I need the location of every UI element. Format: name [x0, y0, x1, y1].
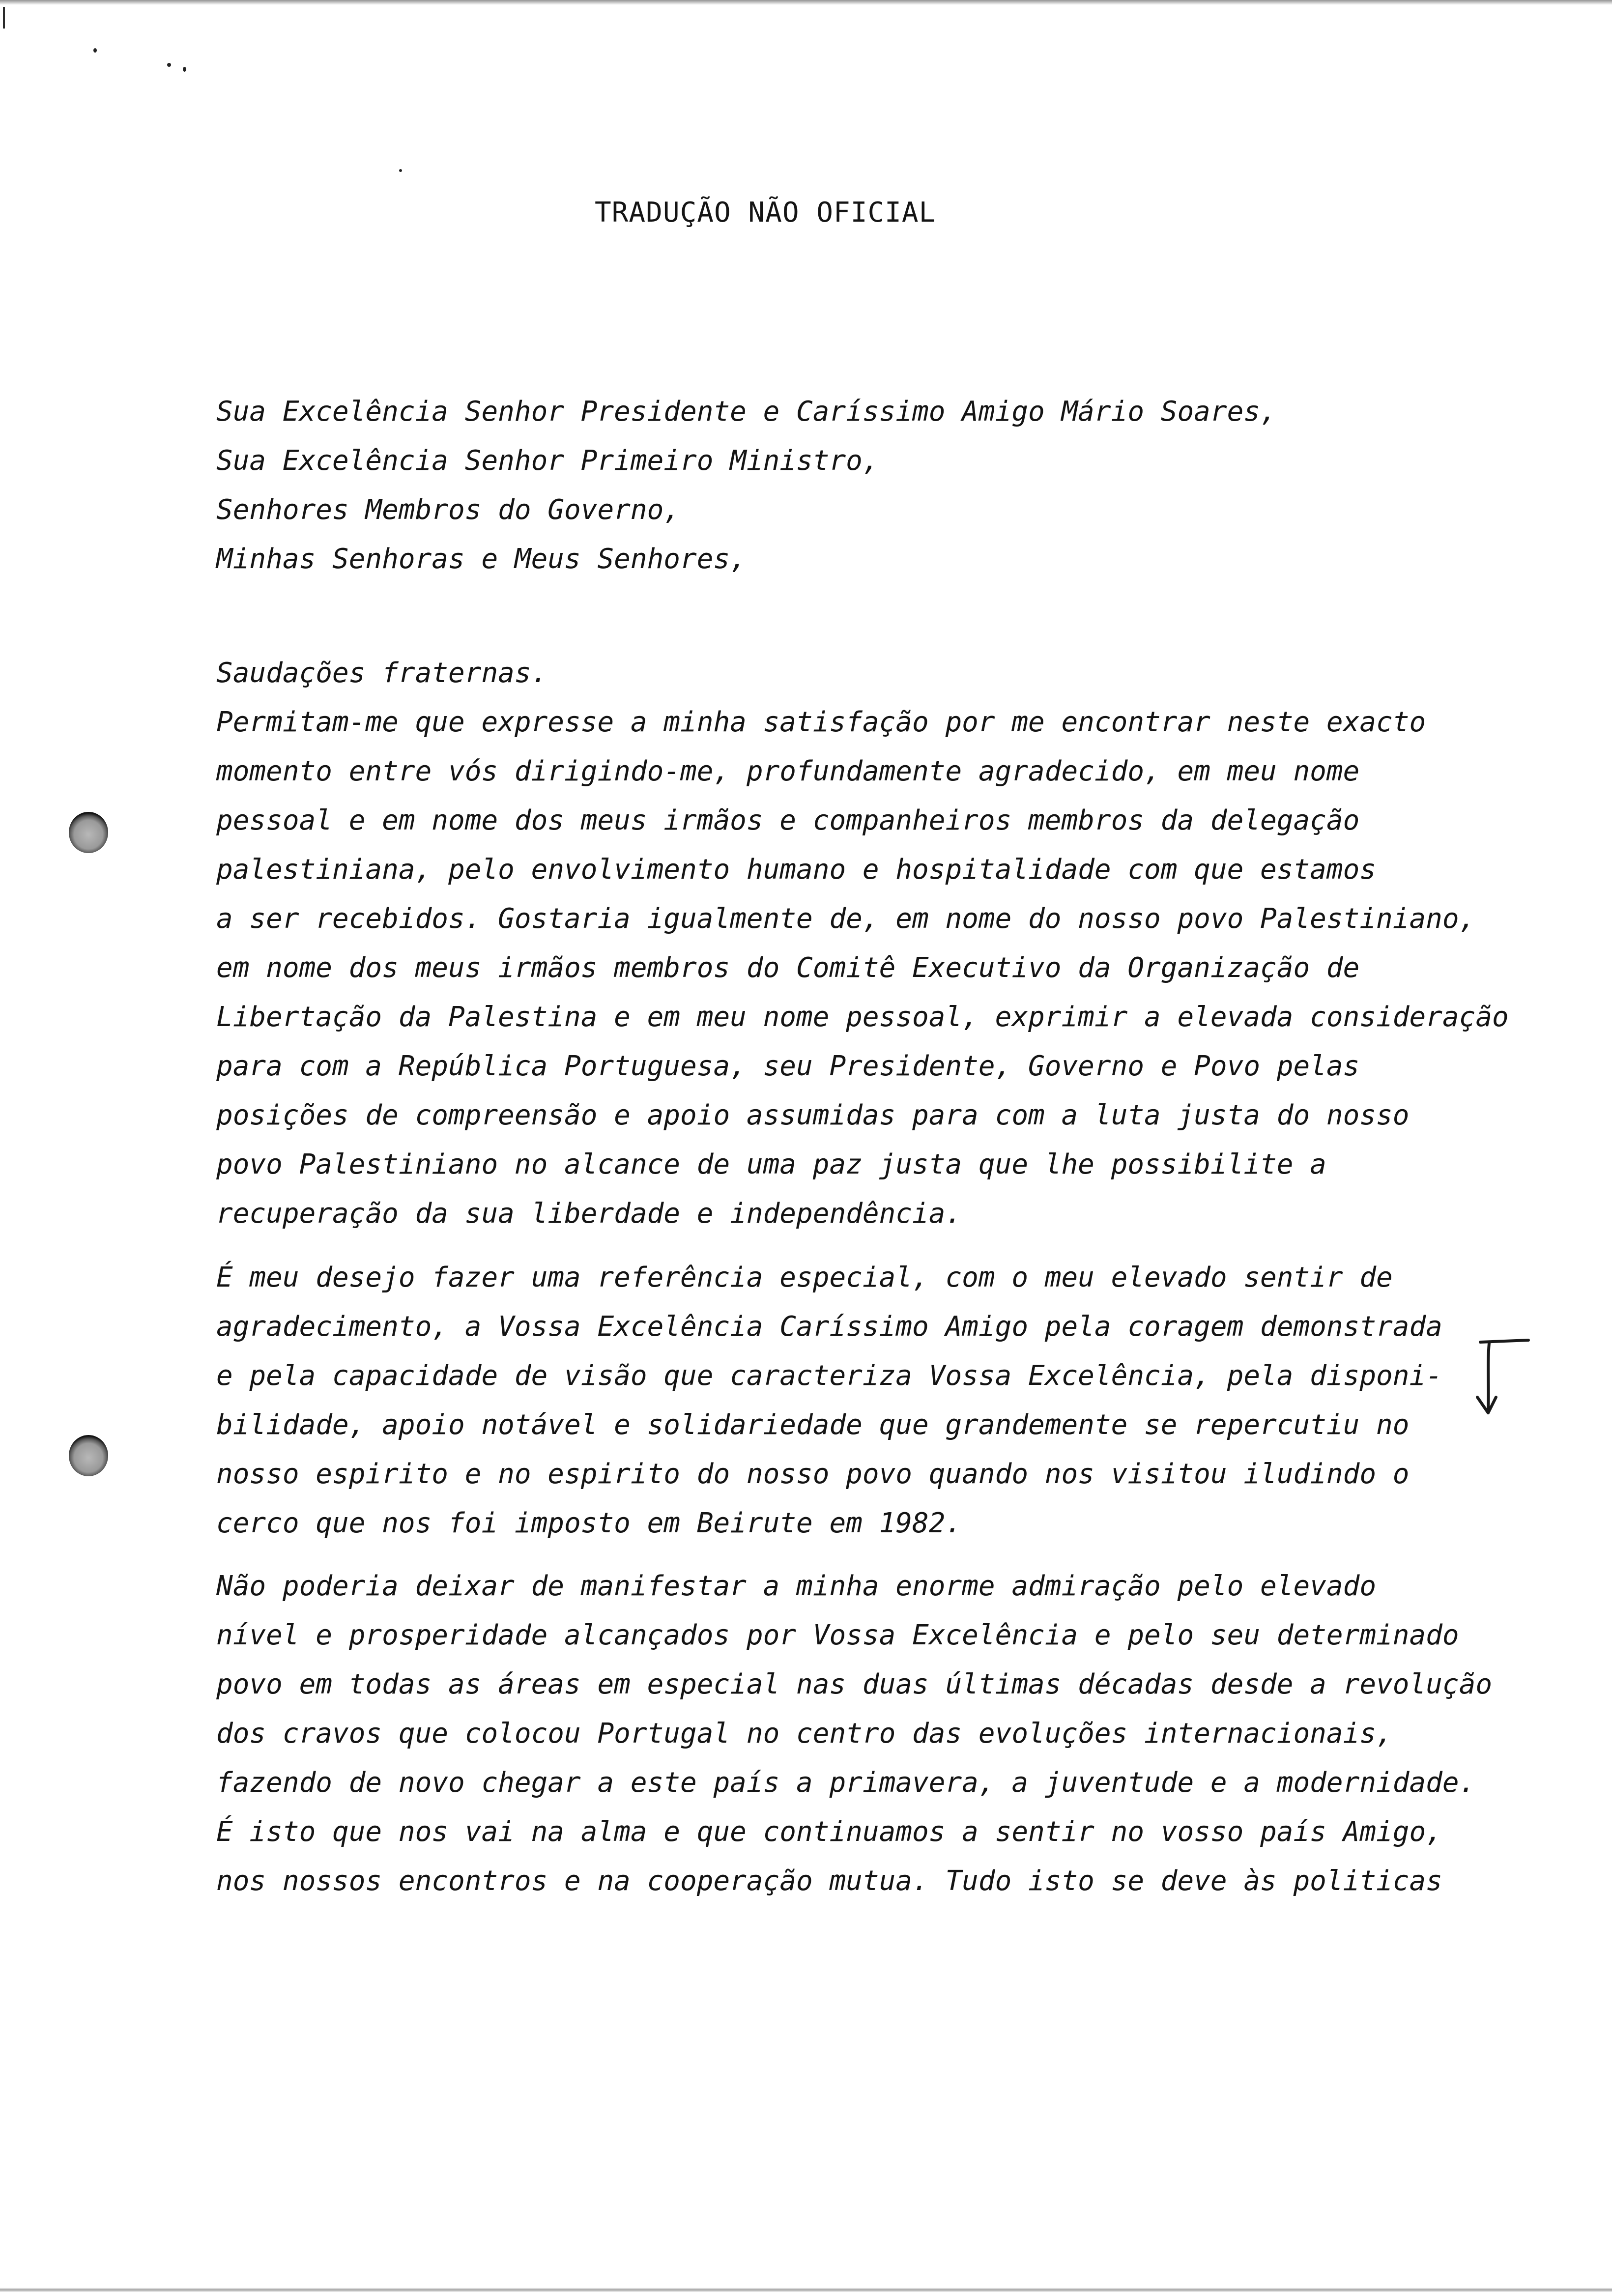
salutation-line: Sua Excelência Senhor Presidente e Caríssimo Amigo Mário Soares,	[216, 396, 1277, 428]
body-line: para com a República Portuguesa, seu Presidente, Governo e Povo pelas	[216, 1050, 1360, 1082]
body-line: palestiniana, pelo envolvimento humano e hospitalidade com que estamos	[216, 854, 1377, 886]
scan-left-edge-mark	[3, 7, 5, 29]
scan-top-edge	[0, 0, 1612, 5]
scan-bottom-edge	[0, 2288, 1612, 2292]
body-line: pessoal e em nome dos meus irmãos e companheiros membros da delegação	[216, 804, 1360, 836]
body-line: Não poderia deixar de manifestar a minha enorme admiração pelo elevado	[216, 1570, 1377, 1602]
scan-speck	[167, 63, 171, 67]
hand-drawn-arrow-down-icon	[1468, 1335, 1536, 1426]
document-title: TRADUÇÃO NÃO OFICIAL	[595, 197, 936, 229]
punch-hole-upper	[69, 812, 108, 853]
body-line: povo em todas as áreas em especial nas duas últimas décadas desde a revolução	[216, 1668, 1493, 1700]
body-line: recuperação da sua liberdade e independência.	[216, 1198, 962, 1230]
salutation-line: Sua Excelência Senhor Primeiro Ministro,	[216, 445, 879, 477]
body-line: nível e prosperidade alcançados por Vossa Excelência e pelo seu determinado	[216, 1619, 1459, 1651]
body-line: nosso espirito e no espirito do nosso povo quando nos visitou iludindo o	[216, 1458, 1410, 1490]
body-line: É meu desejo fazer uma referência especial, com o meu elevado sentir de	[216, 1262, 1393, 1293]
body-line: povo Palestiniano no alcance de uma paz justa que lhe possibilite a	[216, 1148, 1326, 1180]
body-line: Libertação da Palestina e em meu nome pessoal, exprimir a elevada consideração	[216, 1001, 1509, 1033]
body-line: momento entre vós dirigindo-me, profundamente agradecido, em meu nome	[216, 755, 1360, 787]
body-line: Permitam-me que expresse a minha satisfação por me encontrar neste exacto	[216, 706, 1426, 738]
body-line: É isto que nos vai na alma e que continuamos a sentir no vosso país Amigo,	[216, 1816, 1442, 1848]
body-line: fazendo de novo chegar a este país a primavera, a juventude e a modernidade.	[216, 1767, 1476, 1799]
scan-speck	[183, 67, 186, 72]
body-line: cerco que nos foi imposto em Beirute em 1982.	[216, 1507, 962, 1539]
body-line: Saudações fraternas.	[216, 657, 548, 689]
body-line: dos cravos que colocou Portugal no centro das evoluções internacionais,	[216, 1718, 1393, 1750]
body-line: em nome dos meus irmãos membros do Comitê Executivo da Organização de	[216, 952, 1360, 984]
body-line: posições de compreensão e apoio assumidas para com a luta justa do nosso	[216, 1099, 1410, 1131]
scan-speck	[399, 169, 402, 172]
scan-speck	[93, 48, 97, 53]
body-line: e pela capacidade de visão que caracteriza Vossa Excelência, pela disponi-	[216, 1360, 1442, 1392]
body-line: agradecimento, a Vossa Excelência Caríssimo Amigo pela coragem demonstrada	[216, 1311, 1442, 1343]
punch-hole-lower	[69, 1435, 108, 1476]
body-line: nos nossos encontros e na cooperação mutua. Tudo isto se deve às politicas	[216, 1865, 1442, 1897]
salutation-line: Minhas Senhoras e Meus Senhores,	[216, 543, 747, 575]
body-line: a ser recebidos. Gostaria igualmente de, em nome do nosso povo Palestiniano,	[216, 903, 1476, 935]
body-line: bilidade, apoio notável e solidariedade que grandemente se repercutiu no	[216, 1409, 1410, 1441]
salutation-line: Senhores Membros do Governo,	[216, 494, 681, 526]
